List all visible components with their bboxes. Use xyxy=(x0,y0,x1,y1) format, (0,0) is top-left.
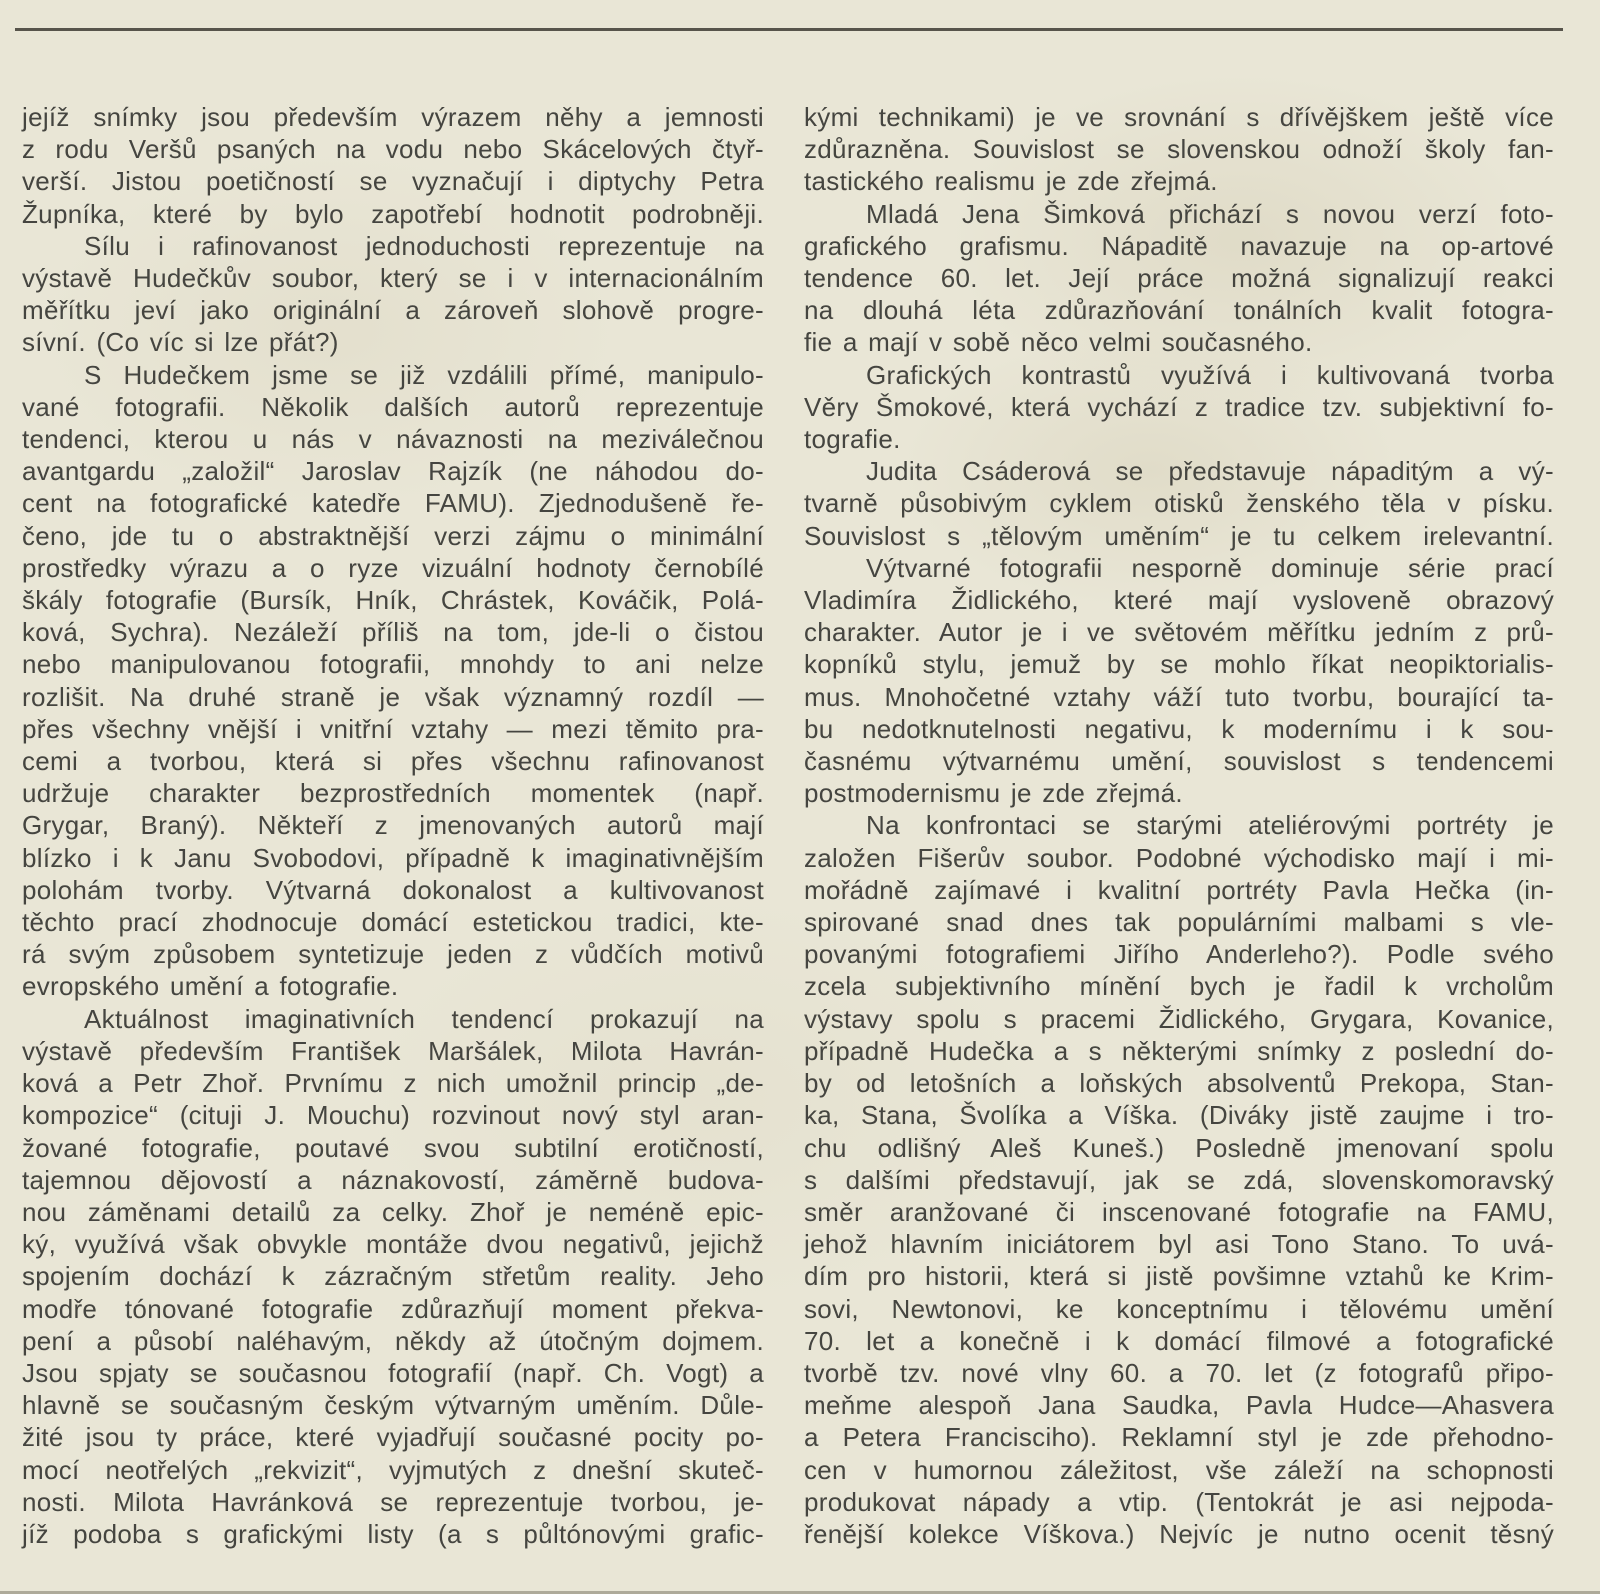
text-line: sovi, Newtonovi, ke konceptnímu i tělovému umění xyxy=(804,1293,1554,1324)
text-line: modře tónované fotografie zdůrazňují moment překva- xyxy=(22,1293,764,1324)
text-line: výstavě Hudečkův soubor, který se i v internacionálním xyxy=(22,263,764,294)
text-line: povanými fotografiemi Jiřího Anderleho?). Podle svého xyxy=(804,939,1554,970)
text-line: spojením dochází k zázračným střetům reality. Jeho xyxy=(22,1261,764,1292)
text-line: tendenci, kterou u nás v návaznosti na meziválečnou xyxy=(22,424,764,455)
text-line: tajemnou dějovostí a náznakovostí, záměrně budova- xyxy=(22,1164,764,1195)
text-line: verší. Jistou poetičností se vyznačují i diptychy Petra xyxy=(22,166,764,197)
text-line: tografie. xyxy=(804,424,901,455)
text-line: založen Fišerův soubor. Podobné východisko mají i mi- xyxy=(804,842,1554,873)
text-line: Judita Csáderová se představuje nápaditým a vý- xyxy=(866,456,1554,487)
text-line: mořádně zajímavé i kvalitní portréty Pavla Hečka (in- xyxy=(804,874,1554,905)
text-line: kompozice“ (cituji J. Mouchu) rozvinout nový styl aran- xyxy=(22,1100,764,1131)
text-line: hlavně se současným českým výtvarným uměním. Důle- xyxy=(22,1390,764,1421)
text-line: by od letošních a loňských absolventů Prekopa, Stan- xyxy=(804,1068,1554,1099)
text-line: postmodernismu je zde zřejmá. xyxy=(804,778,1183,809)
text-line: jíž podoba s grafickými listy (a s půltónovými grafic- xyxy=(22,1518,764,1549)
text-line: Aktuálnost imaginativních tendencí prokazují na xyxy=(84,1003,764,1034)
text-line: spirované snad dnes tak populárními malbami s vle- xyxy=(804,907,1554,938)
text-line: nou záměnami detailů za celky. Zhoř je neméně epic- xyxy=(22,1196,764,1227)
text-line: cent na fotografické katedře FAMU). Zjednodušeně ře- xyxy=(22,488,764,519)
text-line: ková a Petr Zhoř. Prvnímu z nich umožnil princip „de- xyxy=(22,1068,764,1099)
text-line: charakter. Autor je i ve světovém měřítku jedním z prů- xyxy=(804,617,1554,648)
text-line: rá svým způsobem syntetizuje jeden z vůdčích motivů xyxy=(22,939,764,970)
text-line: tendence 60. let. Její práce možná signalizují reakci xyxy=(804,263,1554,294)
text-line: Na konfrontaci se starými ateliérovými portréty je xyxy=(866,810,1554,841)
text-line: cen v humornou záležitost, vše záleží na schopnosti xyxy=(804,1454,1554,1485)
text-line: časnému výtvarnému umění, souvislost s tendencemi xyxy=(804,746,1554,777)
text-line: žité jsou ty práce, které vyjadřují současné pocity po- xyxy=(22,1422,764,1453)
text-line: polohám tvorby. Výtvarná dokonalost a kultivovanost xyxy=(22,874,764,905)
text-line: avantgardu „založil“ Jaroslav Rajzík (ne náhodou do- xyxy=(22,456,764,487)
text-line: řenější kolekce Víškova.) Nejvíc je nutno ocenit těsný xyxy=(804,1518,1554,1549)
text-line: směr aranžované či inscenované fotografie na FAMU, xyxy=(804,1196,1554,1227)
text-line: ková, Sychra). Nezáleží příliš na tom, jde-li o čistou xyxy=(22,617,764,648)
text-line: výstavy spolu s pracemi Židlického, Grygara, Kovanice, xyxy=(804,1003,1554,1034)
text-line: Výtvarné fotografii nesporně dominuje série prací xyxy=(866,552,1554,583)
text-line: s dalšími představují, jak se zdá, slovenskomoravský xyxy=(804,1164,1554,1195)
text-line: a Petera Francisciho). Reklamní styl je zde přehodno- xyxy=(804,1422,1554,1453)
text-line: vané fotografii. Několik dalších autorů reprezentuje xyxy=(22,391,764,422)
text-line: fie a mají v sobě něco velmi současného. xyxy=(804,327,1313,358)
text-line: přes všechny vnější i vnitřní vztahy — mezi těmito pra- xyxy=(22,713,764,744)
text-line: sívní. (Co víc si lze přát?) xyxy=(22,327,339,358)
text-line: nosti. Milota Havránková se reprezentuje tvorbou, je- xyxy=(22,1486,764,1517)
text-line: Jsou spjaty se současnou fotografií (např. Ch. Vogt) a xyxy=(22,1357,764,1388)
text-line: těchto prací zhodnocuje domácí estetickou tradici, kte- xyxy=(22,907,764,938)
article-column-left xyxy=(22,101,764,1550)
text-line: tvarně působivým cyklem otisků ženského těla v písku. xyxy=(804,488,1554,519)
text-line: 70. let a konečně i k domácí filmové a fotografické xyxy=(804,1325,1554,1356)
article-column-right xyxy=(804,101,1554,1550)
text-line: mus. Mnohočetné vztahy váží tuto tvorbu, bourající ta- xyxy=(804,681,1554,712)
text-line: škály fotografie (Bursík, Hník, Chrástek, Kováčik, Polá- xyxy=(22,585,764,616)
text-line: cemi a tvorbou, která si přes všechnu rafinovanost xyxy=(22,746,764,777)
text-line: žované fotografie, poutavé svou subtilní erotičností, xyxy=(22,1132,764,1163)
text-line: zcela subjektivního mínění bych je řadil k vrcholům xyxy=(804,971,1554,1002)
text-line: tastického realismu je zde zřejmá. xyxy=(804,166,1218,197)
text-line: udržuje charakter bezprostředních momentek (např. xyxy=(22,778,764,809)
text-line: blízko i k Janu Svobodovi, případně k imaginativnějším xyxy=(22,842,764,873)
text-line: Župníka, které by bylo zapotřebí hodnotit podrobněji. xyxy=(22,198,764,229)
text-line: rozlišit. Na druhé straně je však významný rozdíl — xyxy=(22,681,764,712)
text-line: Mladá Jena Šimková přichází s novou verzí foto- xyxy=(866,198,1554,229)
text-line: tvorbě tzv. nové vlny 60. a 70. let (z fotografů připo- xyxy=(804,1357,1554,1388)
text-line: jehož hlavním iniciátorem byl asi Tono Stano. To uvá- xyxy=(804,1229,1554,1260)
text-line: grafického grafismu. Nápaditě navazuje na op-artové xyxy=(804,230,1554,261)
text-line: Grafických kontrastů využívá i kultivovaná tvorba xyxy=(866,359,1554,390)
text-line: chu odlišný Aleš Kuneš.) Posledně jmenovaní spolu xyxy=(804,1132,1554,1163)
text-line: Věry Šmokové, která vychází z tradice tzv. subjektivní fo- xyxy=(804,391,1554,422)
text-line: S Hudečkem jsme se již vzdálili přímé, manipulo- xyxy=(84,359,764,390)
text-line: ka, Stana, Švolíka a Víška. (Diváky jistě zaujme i tro- xyxy=(804,1100,1554,1131)
top-rule xyxy=(15,28,1563,31)
text-line: z rodu Veršů psaných na vodu nebo Skácelových čtyř- xyxy=(22,134,764,165)
text-line: dím pro historii, která si jistě povšimne vztahů ke Krim- xyxy=(804,1261,1554,1292)
text-line: jejíž snímky jsou především výrazem něhy a jemnosti xyxy=(22,102,764,132)
text-line: zdůrazněna. Souvislost se slovenskou odnoží školy fan- xyxy=(804,134,1554,165)
text-line: mocí neotřelých „rekvizit“, vyjmutých z dnešní skuteč- xyxy=(22,1454,764,1485)
text-line: prostředky výrazu a o ryze vizuální hodnoty černobílé xyxy=(22,552,764,583)
text-line: kými technikami) je ve srovnání s dřívějškem ještě více xyxy=(804,102,1554,132)
text-line: evropského umění a fotografie. xyxy=(22,971,399,1002)
text-line: bu nedotknutelnosti negativu, k modernímu i k sou- xyxy=(804,713,1554,744)
text-line: Grygar, Braný). Někteří z jmenovaných autorů mají xyxy=(22,810,764,841)
text-line: meňme alespoň Jana Saudka, Pavla Hudce—Ahasvera xyxy=(804,1390,1554,1421)
text-line: měřítku jeví jako originální a zároveň slohově progre- xyxy=(22,295,764,326)
text-line: Vladimíra Židlického, které mají vysloveně obrazový xyxy=(804,585,1554,616)
text-line: výstavě především František Maršálek, Milota Havrán- xyxy=(22,1035,764,1066)
text-line: pení a působí naléhavým, někdy až útočným dojmem. xyxy=(22,1325,764,1356)
text-line: případně Hudečka a s některými snímky z poslední do- xyxy=(804,1035,1554,1066)
text-line: Souvislost s „tělovým uměním“ je tu celkem irelevantní. xyxy=(804,520,1554,551)
text-line: produkovat nápady a vtip. (Tentokrát je asi nejpoda- xyxy=(804,1486,1554,1517)
text-line: na dlouhá léta zdůrazňování tonálních kvalit fotogra- xyxy=(804,295,1554,326)
text-line: čeno, jde tu o abstraktnější verzi zájmu o minimální xyxy=(22,520,764,551)
text-line: nebo manipulovanou fotografii, mnohdy to ani nelze xyxy=(22,649,764,680)
text-line: kopníků stylu, jemuž by se mohlo říkat neopiktorialis- xyxy=(804,649,1554,680)
text-line: ký, využívá však obvykle montáže dvou negativů, jejichž xyxy=(22,1229,764,1260)
text-line: Sílu i rafinovanost jednoduchosti reprezentuje na xyxy=(84,230,764,261)
